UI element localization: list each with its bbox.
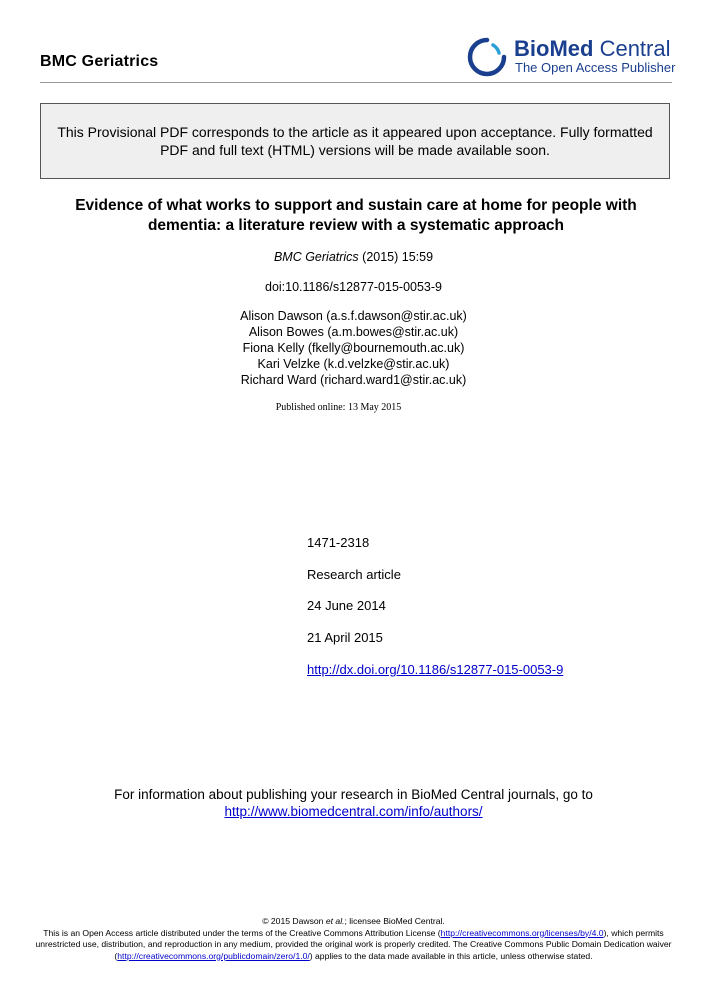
citation <box>0 250 707 264</box>
header-divider <box>40 82 672 83</box>
author-item: Kari Velzke (k.d.velzke@stir.ac.uk) <box>257 357 450 371</box>
author-list <box>0 308 707 388</box>
authors-info-link[interactable]: http://www.biomedcentral.com/info/authors/ <box>224 804 483 819</box>
published-date: Published online: 13 May 2015 <box>275 402 402 413</box>
publishing-info-text: For information about publishing your research in BioMed Central journals, go to <box>114 787 593 802</box>
author-item: Fiona Kelly (fkelly@bournemouth.ac.uk) <box>242 341 465 355</box>
meta-value: 24 June 2014 <box>307 598 386 613</box>
license-body: ), which permits unrestricted use, distribution, and reproduction in any medium, provided the original work is properly credited. The Creative Commons Public Domain Dedication waiver ( <box>35 927 672 961</box>
license-intro: This is an Open Access article distributed under the terms of the Creative Commons Attribution License ( <box>43 927 441 938</box>
provisional-notice <box>40 103 670 179</box>
logo-brand-bold: BioMed <box>514 36 594 61</box>
meta-value: Research article <box>307 567 401 582</box>
cc-by-license-link[interactable]: http://creativecommons.org/licenses/by/4.0 <box>440 927 604 938</box>
doi: doi:10.1186/s12877-015-0053-9 <box>265 280 442 294</box>
copyright-line <box>30 916 677 928</box>
cc0-waiver-link[interactable]: http://creativecommons.org/publicdomain/zero/1.0/ <box>117 950 310 961</box>
biomed-central-logo-icon <box>466 36 508 78</box>
author-item: Alison Bowes (a.m.bowes@stir.ac.uk) <box>248 325 459 339</box>
meta-value: 1471-2318 <box>307 535 370 550</box>
logo-brand <box>514 37 671 61</box>
copyright-etal: et al. <box>325 916 345 926</box>
copyright-text: © 2015 Dawson <box>262 916 326 926</box>
meta-value: 21 April 2015 <box>307 630 383 645</box>
license-end: ) applies to the data made available in this article, unless otherwise stated. <box>309 950 593 961</box>
citation-volume: (2015) 15:59 <box>358 250 434 264</box>
license-footer <box>30 916 677 962</box>
article-url-link[interactable]: http://dx.doi.org/10.1186/s12877-015-0053-9 <box>307 662 564 677</box>
biomed-central-logo <box>466 36 676 80</box>
author-item: Richard Ward (richard.ward1@stir.ac.uk) <box>240 373 467 387</box>
journal-title: BMC Geriatrics <box>40 53 159 70</box>
logo-brand-light: Central <box>593 36 671 61</box>
author-item: Alison Dawson (a.s.f.dawson@stir.ac.uk) <box>240 309 467 323</box>
logo-tagline: The Open Access Publisher <box>515 60 676 75</box>
license-text <box>30 928 677 963</box>
article-title: Evidence of what works to support and sustain care at home for people with dementia: a literature review with a systematic approach <box>75 197 637 234</box>
provisional-notice-text: This Provisional PDF corresponds to the article as it appeared upon acceptance. Fully formatted PDF and full text (HTML) versions will be made available soon. <box>57 124 653 158</box>
copyright-licensee: ; licensee BioMed Central. <box>344 916 445 926</box>
citation-journal: BMC Geriatrics <box>273 250 359 264</box>
publishing-info <box>0 786 707 820</box>
